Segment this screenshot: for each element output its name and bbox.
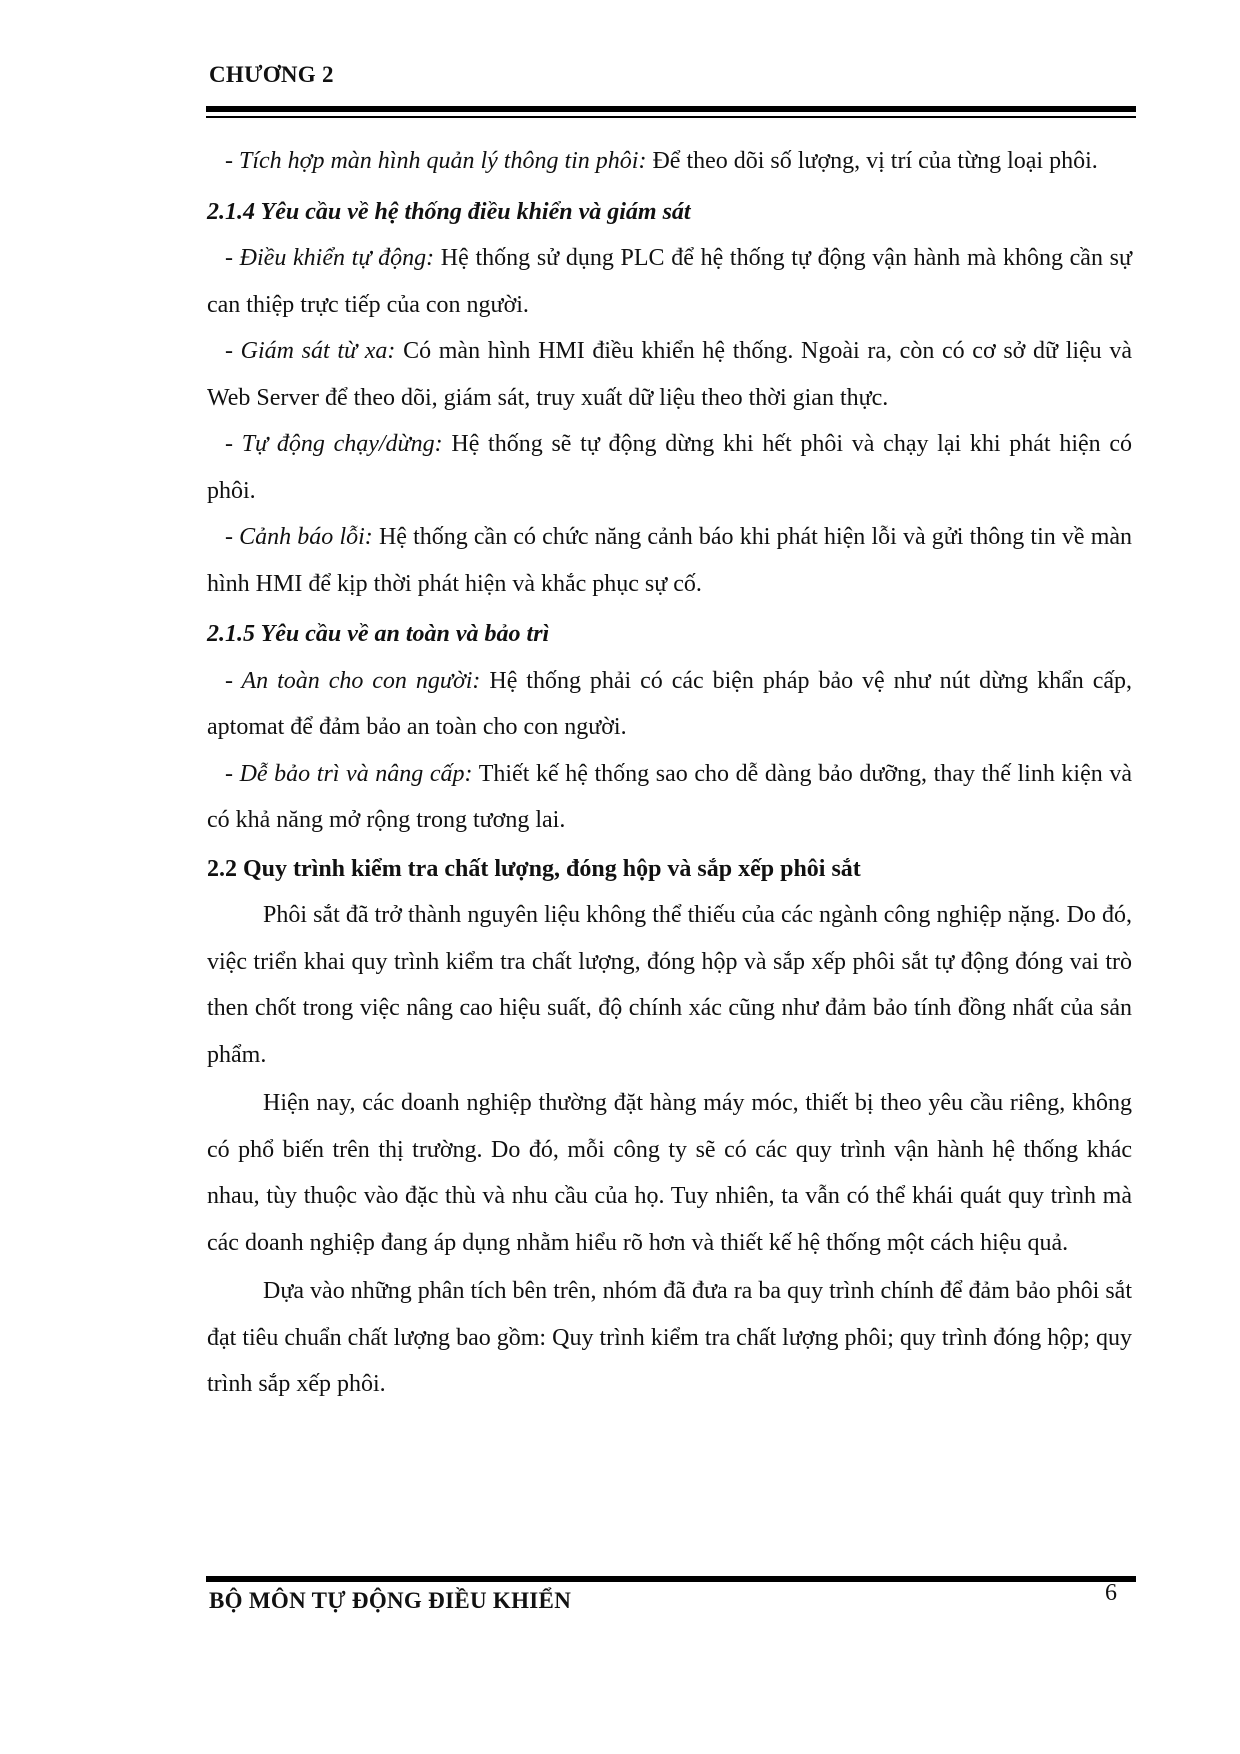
page-content <box>207 138 1132 1408</box>
subsection-heading: 2.1.5 Yêu cầu về an toàn và bảo trì <box>207 621 550 647</box>
item-text: Có màn hình HMI điều khiển hệ thống. Ngoài ra, còn có cơ sở dữ liệu và Web Server để theo dõi, giám sát, truy xuất dữ liệu theo thời gian thực. <box>207 338 1132 411</box>
item-text: Thiết kế hệ thống sao cho dễ dàng bảo dưỡng, thay thế linh kiện và có khả năng mở rộng trong tương lai. <box>207 760 1133 833</box>
list-item <box>207 138 1132 185</box>
chapter-header: CHƯƠNG 2 <box>209 62 334 87</box>
item-term: - Tích hợp màn hình quản lý thông tin phôi: <box>225 148 647 174</box>
item-text: Hệ thống sử dụng PLC để hệ thống tự động vận hành mà không cần sự can thiệp trực tiếp của con người. <box>207 245 1132 318</box>
item-term: - An toàn cho con người: <box>225 667 481 694</box>
list-item <box>207 751 1132 844</box>
body-paragraph: Dựa vào những phân tích bên trên, nhóm đã đưa ra ba quy trình chính để đảm bảo phôi sắt đạt tiêu chuẩn chất lượng bao gồm: Quy trình kiểm tra chất lượng phôi; quy trình đóng hộp; quy trình sắp xếp phôi. <box>207 1278 1132 1397</box>
item-term: - Dễ bảo trì và nâng cấp: <box>225 760 473 787</box>
list-item <box>207 235 1132 328</box>
list-item <box>207 328 1132 421</box>
item-text: Hệ thống cần có chức năng cảnh báo khi phát hiện lỗi và gửi thông tin về màn hình HMI để kịp thời phát hiện và khắc phục sự cố. <box>207 524 1133 597</box>
page-number: 6 <box>1105 1580 1117 1606</box>
body-paragraph: Hiện nay, các doanh nghiệp thường đặt hàng máy móc, thiết bị theo yêu cầu riêng, không có phổ biến trên thị trường. Do đó, mỗi công ty sẽ có các quy trình vận hành hệ thống khác nhau, tùy thuộc vào đặc thù và nhu cầu của họ. Tuy nhiên, ta vẫn có thể khái quát quy trình mà các doanh nghiệp đang áp dụng nhằm hiểu rõ hơn và thiết kế hệ thống một cách hiệu quả. <box>207 1090 1132 1256</box>
list-item <box>207 514 1132 607</box>
item-term: - Tự động chạy/dừng: <box>225 431 443 457</box>
subsection-heading: 2.1.4 Yêu cầu về hệ thống điều khiển và giám sát <box>207 198 691 225</box>
body-paragraph: Phôi sắt đã trở thành nguyên liệu không thể thiếu của các ngành công nghiệp nặng. Do đó, việc triển khai quy trình kiểm tra chất lượng, đóng hộp và sắp xếp phôi sắt tự động đóng vai trò then chốt trong việc nâng cao hiệu suất, độ chính xác cũng như đảm bảo tính đồng nhất của sản phẩm. <box>207 902 1132 1068</box>
list-item <box>207 658 1132 751</box>
item-text: Hệ thống sẽ tự động dừng khi hết phôi và chạy lại khi phát hiện có phôi. <box>207 431 1133 504</box>
item-term: - Cảnh báo lỗi: <box>225 524 373 550</box>
item-term: - Điều khiển tự động: <box>225 245 435 271</box>
item-term: - Giám sát từ xa: <box>225 338 396 364</box>
item-text: Hệ thống phải có các biện pháp bảo vệ như nút dừng khẩn cấp, aptomat để đảm bảo an toàn cho con người. <box>207 667 1133 740</box>
footer-rule <box>206 1576 1136 1582</box>
header-rule-thick <box>206 106 1136 112</box>
list-item <box>207 421 1132 514</box>
section-heading: 2.2 Quy trình kiểm tra chất lượng, đóng hộp và sắp xếp phôi sắt <box>207 855 861 882</box>
footer-department: BỘ MÔN TỰ ĐỘNG ĐIỀU KHIỂN <box>209 1588 572 1613</box>
item-text: Để theo dõi số lượng, vị trí của từng loại phôi. <box>646 148 1098 174</box>
header-rule-thin <box>206 116 1136 118</box>
